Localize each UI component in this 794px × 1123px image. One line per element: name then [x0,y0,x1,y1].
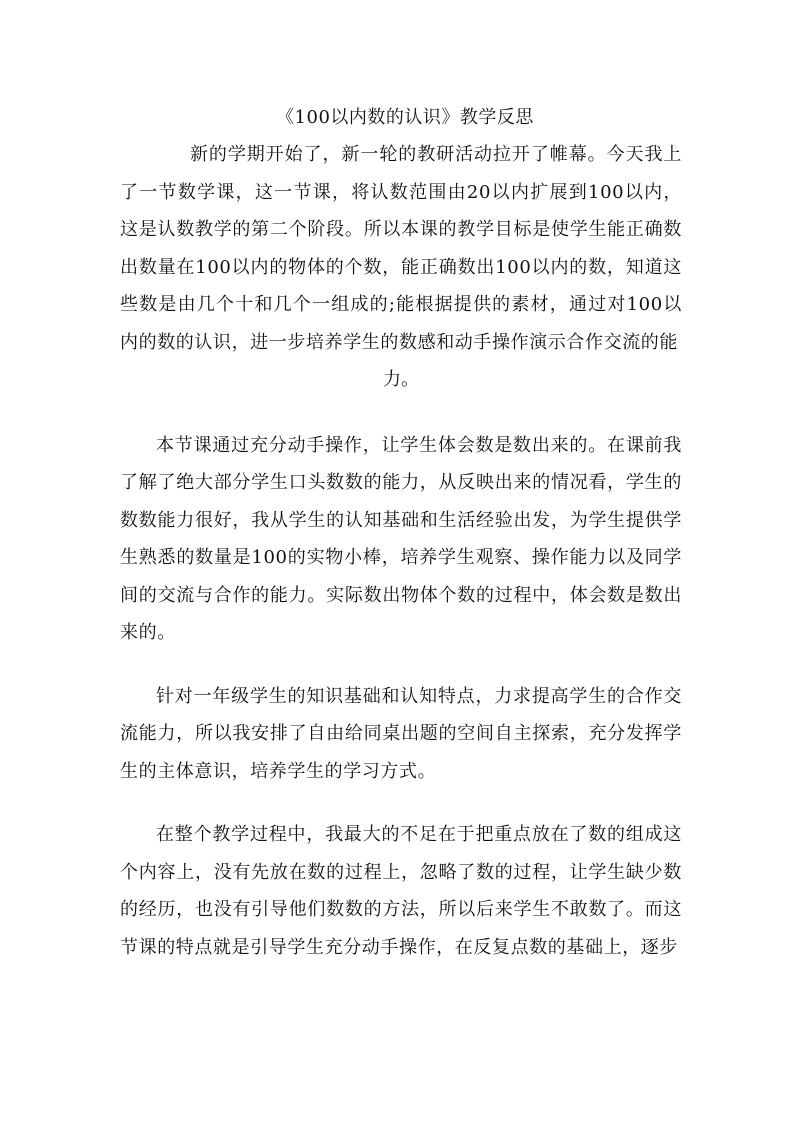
paragraph-3: 针对一年级学生的知识基础和认知特点，力求提高学生的合作交流能力，所以我安排了自由给同桌出题的空间自主探索，充分发挥学生的主体意识，培养学生的学习方式。 [120,685,682,782]
paragraph-1: 新的学期开始了，新一轮的教研活动拉开了帷幕。今天我上了一节数学课，这一节课，将认数范围由20以内扩展到100以内，这是认数教学的第二个阶段。所以本课的教学目标是使学生能正确数出数量在100以内的物体的个数，能正确数出100以内的数，知道这些数是由几个十和几个一组成的;能根据提供的素材，通过对100以内的数的认识，进一步培养学生的数感和动手操作演示合作交流的能 [120,144,682,353]
paragraph-spacer [120,652,682,678]
paragraph-4: 在整个教学过程中，我最大的不足在于把重点放在了数的组成这个内容上，没有先放在数的过程上，忽略了数的过程，让学生缺少数的经历，也没有引导他们数数的方法，所以后来学生不敢数了。而这节课的特点就是引导学生充分动手操作，在反复点数的基础上，逐步 [120,824,682,958]
paragraph-spacer [120,790,682,816]
document-title: 《100以内数的认识》教学反思 [276,107,534,128]
paragraph-2: 本节课通过充分动手操作，让学生体会数是数出来的。在课前我了解了绝大部分学生口头数数的能力，从反映出来的情况看，学生的数数能力很好，我从学生的认知基础和生活经验出发，为学生提供学生熟悉的数量是100的实物小棒，培养学生观察、操作能力以及同学间的交流与合作的能力。实际数出物体个数的过程中，体会数是数出来的。 [120,434,682,643]
paragraph-1-tail: 力。 [383,369,419,390]
document-body [120,100,682,966]
paragraph-spacer [120,399,682,427]
